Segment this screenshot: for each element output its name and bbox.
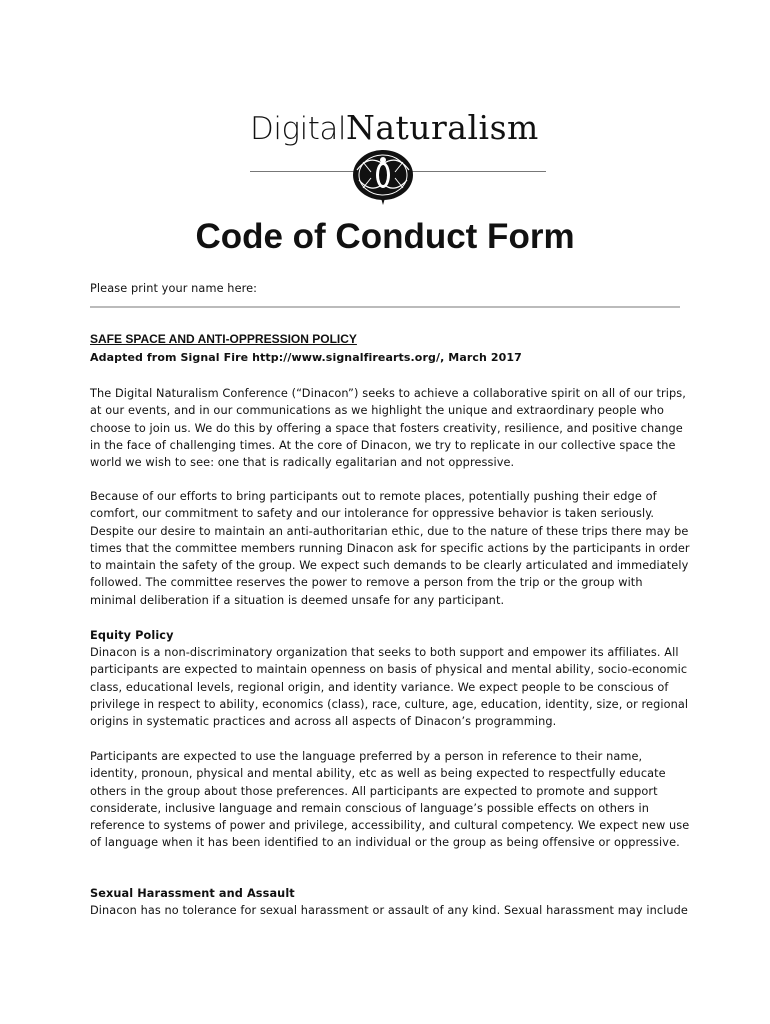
equity-policy-heading: Equity Policy bbox=[90, 629, 174, 642]
section-subheading: Adapted from Signal Fire http://www.signalfirearts.org/, March 2017 bbox=[90, 351, 522, 364]
logo-wordmark bbox=[250, 108, 539, 149]
section-heading: SAFE SPACE AND ANTI-OPPRESSION POLICY bbox=[90, 332, 357, 346]
ornamental-insect-emblem-icon bbox=[343, 148, 423, 206]
digital-naturalism-logo bbox=[240, 108, 550, 208]
efforts-paragraph: Because of our efforts to bring participants out to remote places, potentially pushing their edge of comfort, our commitment to safety and our intolerance for oppressive behavior is taken seriously. Despite our desire to maintain an anti-authoritarian ethic, due to the nature of these trips there may be times that the committee members running Dinacon ask for specific actions by the participants in order to maintain the safety of the group. We expect such demands to be clearly articulated and immediately followed. The committee reserves the power to remove a person from the trip or the group with minimal deliberation if a situation is deemed unsafe for any participant. bbox=[90, 490, 690, 607]
name-field-line[interactable] bbox=[90, 306, 680, 308]
page-title: Code of Conduct Form bbox=[195, 217, 575, 256]
sexual-harassment-heading: Sexual Harassment and Assault bbox=[90, 887, 295, 900]
equity-paragraph: Dinacon is a non-discriminatory organization that seeks to both support and empower its affiliates. All participants are expected to maintain openness on basis of physical and mental ability, socio-economic class, educational levels, regional origin, and identity variance. We expect people to be conscious of privilege in respect to ability, economics (class), race, culture, age, education, identity, size, or regional origins in systematic practices and across all aspects of Dinacon’s programming. bbox=[90, 646, 689, 729]
intro-paragraph: The Digital Naturalism Conference (“Dinacon”) seeks to achieve a collaborative spirit on all of our trips, at our events, and in our communications as we highlight the unique and extraordinary people who choose to join us. We do this by offering a space that fosters creativity, resilience, and positive change in the face of challenging times. At the core of Dinacon, we try to replicate in our collective space the world we wish to see: one that is radically egalitarian and not oppressive. bbox=[90, 387, 686, 470]
logo-wordmark-naturalism: Naturalism bbox=[345, 108, 539, 147]
language-paragraph: Participants are expected to use the language preferred by a person in reference to their name, identity, pronoun, physical and mental ability, etc as well as being expected to respectfully educate others in the group about those preferences. All participants are expected to promote and support considerate, inclusive language and remain conscious of language’s possible effects on others in reference to systems of power and privilege, accessibility, and cultural competency. We expect new use of language when it has been identified to an individual or the group as being offensive or oppressive. bbox=[90, 750, 690, 850]
sexual-harassment-paragraph: Dinacon has no tolerance for sexual harassment or assault of any kind. Sexual harassment may include bbox=[90, 904, 688, 917]
logo-wordmark-digital: Digital bbox=[250, 111, 346, 147]
name-field-label: Please print your name here: bbox=[90, 282, 258, 295]
